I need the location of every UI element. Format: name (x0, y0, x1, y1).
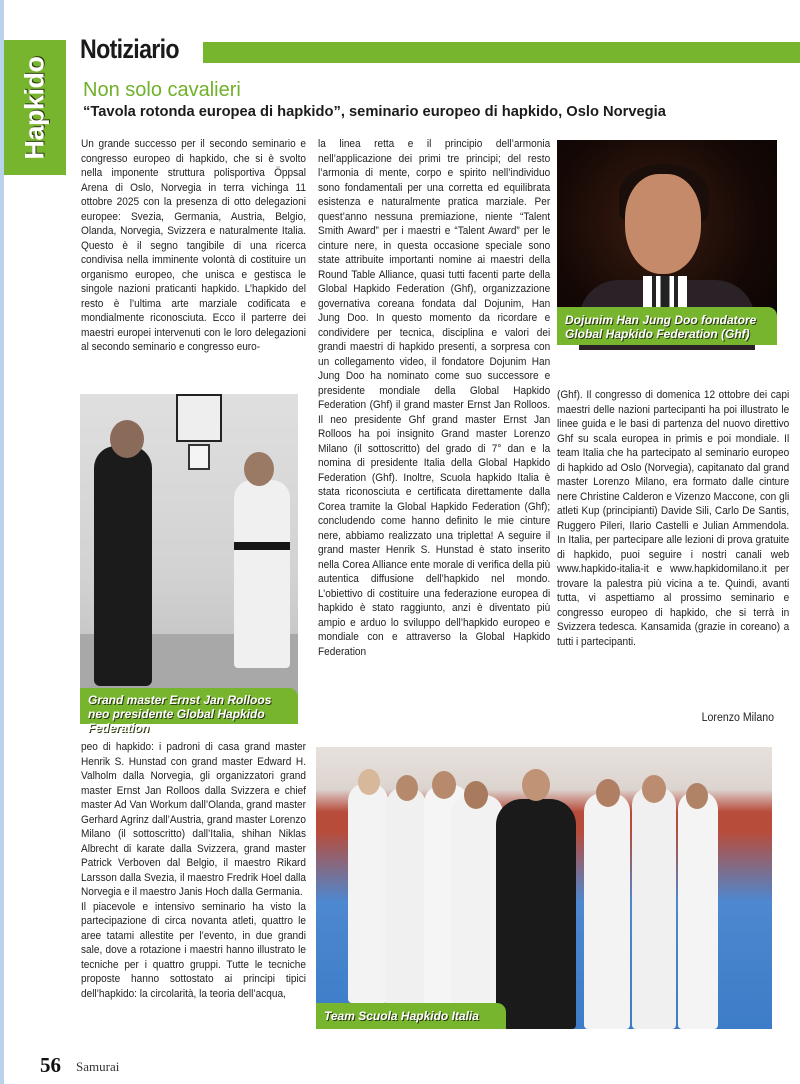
photo-founder (557, 140, 777, 345)
team-head (432, 771, 456, 799)
wall-frame-small (188, 444, 210, 470)
photo-team (316, 747, 772, 1029)
article-column-3 (557, 388, 789, 649)
team-member (348, 783, 388, 1003)
paragraph: peo di hapkido: i padroni di casa grand master Henrik S. Hunstad con grand master Edward H. Valholm dalla Norvegia, gli organizzatori grand master Ernst Jan Rolloos dalla Svizzera e chief master Ad Van Workum dall’Olanda, grand master Gerhard Agrinz dall’Austria, grand master Lorenzo Milano (il sottoscritto) dall’Italia, shihan Niklas Albrecht di karate dalla Svizzera, grand master Patrick Verboven dal Belgio, il maestro Rikard Larsson dalla Svezia, il maestro Fredrik Hoel dalla Norvegia e il maestro Janis Hoch dalla Germania. (81, 741, 306, 898)
team-head (522, 769, 550, 801)
team-leader-black-gi (496, 799, 576, 1029)
photo-caption: Team Scuola Hapkido Italia (316, 1003, 506, 1029)
paragraph: Il piacevole e intensivo seminario ha visto la partecipazione di circa novanta atleti, quattro le aree tatami allestite per l’evento, in due grandi sale, dove a rotazione i maestri hanno illustrato le tecniche per i quattro gruppi. Tutte le tecniche proposte hanno sottostato ai principi tipici dell’hapkido: la circolarità, la teoria dell’acqua, (81, 900, 306, 1000)
header-bar (203, 42, 800, 63)
magazine-name: Samurai (76, 1059, 120, 1074)
article-headline: Non solo cavalieri (83, 79, 241, 101)
article-column-2 (318, 137, 550, 659)
section-title: Notiziario (80, 34, 179, 64)
paragraph: (Ghf). Il congresso di domenica 12 ottobre dei capi maestri delle nazioni partecipanti ha poi illustrato le linee guida e le basi di partenza del nuovo direttivo Ghf su scala europea in primis e poi mondiale. Il team Italia che ha partecipato al seminario europeo di hapkido ad Oslo (Norvegia), capitanato dal grand master Lorenzo Milano, era formato dalle cinture nere Christine Calderon e Vizenzo Maccone, con gli atleti Kup (principianti) Davide Sili, Carlo De Santis, Ruggero Pileri, Ilario Castelli e Julian Ammendola. In Italia, per partecipare alle lezioni di prova gratuite di hapkido, puoi seguire i nostri canali web www.hapkido-italia-it e www.hapkidomilano.it per trovare la palestra più vicina a te. Quindi, avanti tutta, vi aspettiamo al prossimo seminario e congresso europeo di hapkido, che si terrà in Svizzera tedesca. Kansamida (grazie in coreano) a tutti i partecipanti. (557, 389, 790, 648)
team-head (358, 769, 380, 795)
author-signature: Lorenzo Milano (701, 712, 774, 724)
team-head (596, 779, 620, 807)
page-number: 56 (40, 1053, 61, 1077)
team-head (642, 775, 666, 803)
black-belt (234, 542, 290, 550)
founder-face (625, 174, 701, 274)
photo-caption: Dojunim Han Jung Doo fondatore Global Hapkido Federation (Ghf) (557, 307, 777, 345)
section-tab-label: Hapkido (19, 55, 50, 160)
photo-rolloos (80, 394, 298, 735)
figure-head-1 (110, 420, 144, 458)
article-column-1 (81, 137, 306, 355)
team-member (632, 787, 676, 1029)
team-member (386, 787, 426, 1017)
team-member (584, 793, 630, 1029)
article-column-4 (81, 740, 306, 1001)
wall-frame (176, 394, 222, 442)
section-tab (4, 40, 66, 175)
photo-caption: Grand master Ernst Jan Rolloos neo presidente Global Hapkido Federation (80, 688, 298, 724)
team-head (396, 775, 418, 801)
team-head (686, 783, 708, 809)
figure-white-gi (234, 480, 290, 668)
article-subheadline: “Tavola rotonda europea di hapkido”, seminario europeo di hapkido, Oslo Norvegia (83, 103, 666, 120)
team-head (464, 781, 488, 809)
team-member (678, 791, 718, 1029)
paragraph: la linea retta e il principio dell’armonia nell’applicazione dei primi tre principi; del resto l’armonia di mente, corpo e spirito nell’individuo sono fondamentali per una corretta ed equilibrata esistenza e naturalmente pratica marziale. Per quest’anno nessuna premiazione, niente “Talent Smith Award” per i maestri e “Talent Award” per le cinture nere, in questa occasione speciale sono state attribuite importanti nomine ai maestri della Round Table Alliance, quasi tutti facenti parte della Global Hapkido Federation (Ghf), organizzazione governativa coreana fondata dal Dojunim, Han Jung Doo. In questo momento da ricordare e condividere per tecnica, disciplina e valori dei grandi maestri di hapkido presenti, a sorpresa con un collegamento video, il fondatore Dojunim Han Jung Doo ha nominato come suo successore e presidente mondiale della Global Hapkido Federation (Ghf) il grand master Ernst Jan Rolloos. Il neo presidente Ghf grand master Ernst Jan Rolloos ha poi insignito Grand master Lorenzo Milano (il sottoscritto) del grado di 7° dan e la nomina di presidente Italia della Global Hapkido Federation (Ghf). Inoltre, Scuola hapkido Italia è stata riconosciuta e certificata direttamente dalla Corea tramite la Global Hapkido Federation (Ghf); concludendo come hanno definito le mie cinture nere, abbiamo realizzato una tripletta! A seguire il grand master Henrik S. Hunstad è stato inserito nella Corea Alliance ente morale di verifica della più autentica diffusione dell’hapkido nel mondo. L’obiettivo di costituire una federazione europea di hapkido è stato raggiunto, anzi è diventato più ampio e arduo lo sviluppo dell’hapkido europeo e mondiale con e attraverso la Global Hapkido Federation (318, 138, 551, 658)
paragraph: Un grande successo per il secondo seminario e congresso europeo di hapkido, che si è svolto nella imponente struttura polisportiva Öppsal Arena di Oslo, Norvegia in terra vichinga 11 ottobre 2025 con la presenza di otto delegazioni europee: Svezia, Germania, Austria, Belgio, Olanda, Norvegia, Svizzera e naturalmente Italia. Questo è il segno tangibile di una ricerca condivisa nella imminente volontà di costituire un organismo europeo, che unisca e gestisca le singole nazioni praticanti hapkido. L’hapkido del resto è l’ultima arte marziale codificata e mondialmente riconosciuta. Ecco il parterre dei maestri europei intervenuti con le loro delegazioni al secondo seminario e congresso euro- (81, 138, 306, 353)
figure-head-2 (244, 452, 274, 486)
figure-black-gi (94, 446, 152, 686)
